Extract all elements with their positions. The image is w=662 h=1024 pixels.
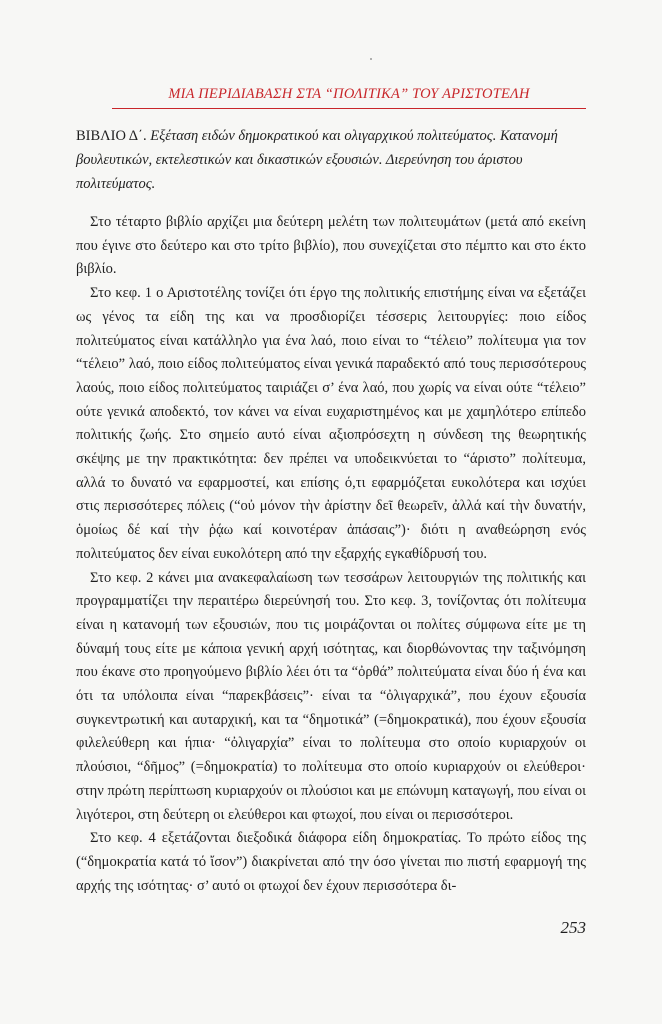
paragraph-4: Στο κεφ. 4 εξετάζονται διεξοδικά διάφορα είδη δημοκρατίας. Το πρώτο είδος της (“δημοκρατία κατά τό ἴσον”) διακρίνεται από την όσο γίνεται πιο πιστή εφαρμογή της αρχής της ισότητας· σ’ αυτό οι φτωχοί δεν έχουν περισσότερα δι- [76,830,586,894]
paragraph-3: Στο κεφ. 2 κάνει μια ανακεφαλαίωση των τεσσάρων λειτουργιών της πολιτικής και προγραμματίζει την περαιτέρω διερεύνησή του. Στο κεφ. 3, τονίζοντας ότι πολίτευμα είναι η κατανομή των εξουσιών, που τις μοιράζονται οι πολίτες σύμφωνα είτε με τη δύναμή τους είτε με κάποια γενική αρχή ισότητας, και διορθώνοντας την ταξινόμηση που έκανε στο προηγούμενο βιβλίο λέει ότι τα “ὀρθά” πολιτεύματα είναι δύο ή ένα και ότι τα υπόλοιπα είναι “παρεκβάσεις”· είναι τα “ὀλιγαρχικά”, που έχουν εξουσία συγκεντρωτική και αυταρχική, και τα “δημοτικά” (=δημοκρατικά), που έχουν εξουσία φιλελεύθερη και ήπια· “ὀλιγαρχία” είναι το πολίτευμα στο οποίο κυριαρχούν οι πλούσιοι, “δῆμος” (=δημοκρατία) το πολίτευμα στο οποίο κυριαρχούν οι ελεύθεροι· στην πρώτη περίπτωση κυριαρχούν οι πλούσιοι και με επώνυμη καταγωγή, που είναι οι λιγότεροι, στη δεύτερη οι ελεύθεροι και φτωχοί, που είναι οι περισσότεροι. [76,569,586,823]
chapter-label: ΒΙΒΛΙΟ Δ΄. [76,128,151,144]
scan-mark [370,58,372,60]
page-number: 253 [560,918,586,937]
body-text [76,211,586,898]
running-title: ΜΙΑ ΠΕΡΙΔΙΑΒΑΣΗ ΣΤΑ “ΠΟΛΙΤΙΚΑ” ΤΟΥ ΑΡΙΣΤΟΤΕΛΗ [168,86,530,102]
paragraph-1: Στο τέταρτο βιβλίο αρχίζει μια δεύτερη μελέτη των πολιτευμάτων (μετά από εκείνη που έγινε στο δεύτερο και στο τρίτο βιβλίο), που συνεχίζεται στο πέμπτο και στο έκτο βιβλίο. [76,214,586,278]
paragraph-2: Στο κεφ. 1 ο Αριστοτέλης τονίζει ότι έργο της πολιτικής επιστήμης είναι να εξετάζει ως γένος τα είδη της και να προσδιορίζει τέσσερις λειτουργίες: ποιο είδος πολιτεύματος είναι κατάλληλο για ένα λαό, ποιο είναι το “τέλειο” πολίτευμα για τον “τέλειο” λαό, ποιο είδος πολιτεύματος είναι γενικά παραδεκτό από τους περισσότερους λαούς, ποιο είδος πολιτεύματος ταιριάζει σ’ ένα λαό, που χωρίς να είναι ούτε “τέλειο” ούτε γενικά αποδεκτό, τον κάνει να είναι ευχαριστημένος και με χαμηλότερο επίπεδο πολιτικής ζωής. Στο σημείο αυτό είναι αξιοπρόσεχτη η σύνδεση της θεωρητικής σκέψης με την πρακτικότητα: δεν πρέπει να υποδεικνύεται το “άριστο” πολίτευμα, αλλά το δυνατό να εφαρμοστεί, και επίσης ό,τι εφαρμόζεται ευκολότερα και ισχύει στις περισσότερες πόλεις (“οὐ μόνον τὴν ἀρίστην δεῖ θεωρεῖν, ἀλλά καί τὴν δυνατήν, ὁμοίως δέ καί τὴν ῥᾴω καί κοινοτέραν ἁπάσαις”)· διότι η αναθεώρηση ενός πολιτεύματος δεν είναι ευκολότερη από την εξαρχής εγκαθίδρυσή του. [76,285,586,562]
chapter-heading [76,124,586,196]
header-rule [112,108,586,109]
chapter-description: Εξέταση ειδών δημοκρατικού και ολιγαρχικού πολιτεύματος. Κατανομή βουλευτικών, εκτελεστικών και δικαστικών εξουσιών. Διερεύνηση του άριστου πολιτεύματος. [76,128,558,192]
